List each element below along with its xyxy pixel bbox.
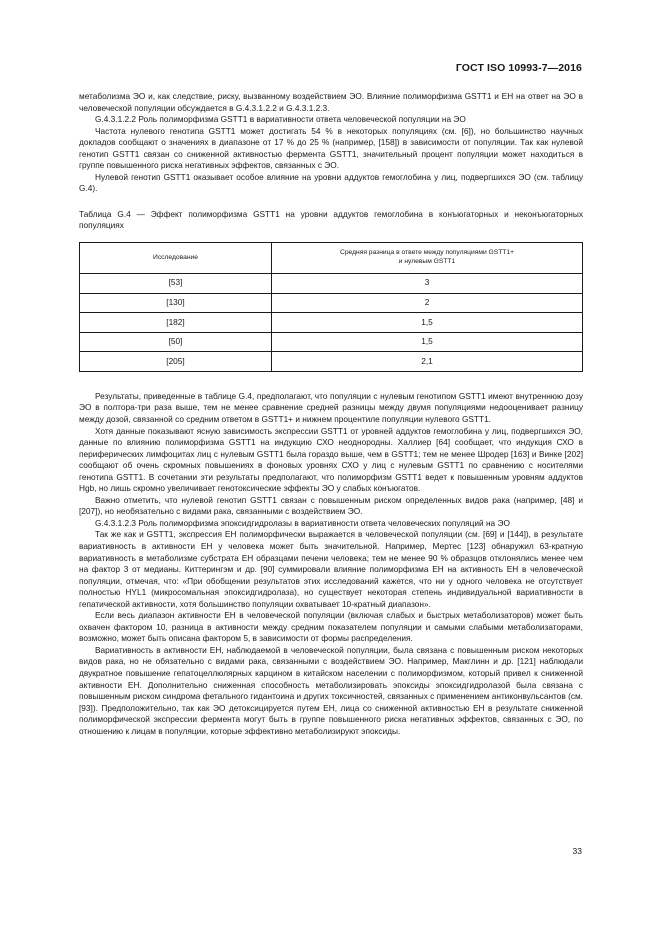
- paragraph: Важно отметить, что нулевой генотип GSTT1 связан с повышенным риском определенных видов рака (например, [48] и [207]), но необязательно с видами рака, связанными с воздействием ЭО.: [79, 494, 583, 517]
- table-row: [80, 273, 583, 293]
- cell-value: 2,1: [272, 352, 583, 372]
- cell-study: [53]: [80, 273, 272, 293]
- section-heading: G.4.3.1.2.3 Роль полиморфизма эпоксидгидролазы в вариативности ответа человеческих популяций на ЭО: [95, 517, 510, 528]
- cell-study: [205]: [80, 352, 272, 372]
- table-row: [80, 352, 583, 372]
- cell-study: [130]: [80, 293, 272, 313]
- paragraph: Частота нулевого генотипа GSTT1 может достигать 54 % в некоторых популяциях (см. [6]), но большинство научных докладов сообщают о значениях в диапазоне от 17 % до 25 % (например, [158]) в зависимости от популяции. Так как нулевой генотип GSTT1 связан со сниженной активностью фермента GSTT1, значительный процент популяции может находиться в группе повышенного риска негативных эффектов, связанных с ЭО.: [79, 125, 583, 171]
- paragraph: Вариативность в активности ЕН, наблюдаемой в человеческой популяции, была связана с повышенным риском некоторых видов рака, но не обязательно с видами рака, связанными с воздействием ЭО. Например, Макглинн и др. [121] наблюдали двукратное повышение гепатоцеллюлярных карцином в китайском населении с полиморфизмом, который привел к сниженной активности ЕН. Дополнительно сниженная способность метаболизировать эпоксиды эпоксидгидролазой была связана с повышенным риском синдрома фетального гидантоина и других токсичностей, связанных с применением антиконвульсантов (см. [93]). Предположительно, так как ЭО детоксицируется путем ЕН, лица со сниженной активностью ЕН в результате сниженной полиморфической экспрессии фермента могут быть в группе повышенного риска негативных эффектов, связанных с ЭО, по отношению к лицам в популяции, которые эффективно метаболизируют эпоксиды.: [79, 644, 583, 736]
- column-header-study: Исследование: [80, 242, 272, 273]
- paragraph: Нулевой генотип GSTT1 оказывает особое влияние на уровни аддуктов гемоглобина у лиц, подвергшихся ЭО (см. таблицу G.4).: [79, 171, 583, 194]
- table-header-row: [80, 242, 583, 273]
- table-caption: Таблица G.4 — Эффект полиморфизма GSTT1 на уровни аддуктов гемоглобина в конъюгаторных и неконъюгаторных популяциях: [79, 208, 583, 231]
- table-row: [80, 313, 583, 333]
- paragraph: Если весь диапазон активности ЕН в человеческой популяции (включая слабых и быстрых метаболизаторов) может быть охвачен фактором 10, разница в активности между средним показателем популяции и самыми слабыми метаболизаторами, возможно, может быть описана фактором 5, в зависимости от формы распределения.: [79, 610, 583, 644]
- cell-study: [182]: [80, 313, 272, 333]
- cell-value: 1,5: [272, 332, 583, 352]
- paragraph: метаболизма ЭО и, как следствие, риску, вызванному воздействием ЭО. Влияние полиморфизма GSTT1 и ЕН на ответ на ЭО в человеческой популяции обсуждается в G.4.3.1.2.2 и G.4.3.1.2.3.: [79, 91, 583, 113]
- document-code-header: ГОСТ ISO 10993-7—2016: [455, 62, 582, 74]
- table-row: [80, 332, 583, 352]
- cell-value: 2: [272, 293, 583, 313]
- page-number: 33: [572, 846, 582, 856]
- document-body: [79, 91, 583, 737]
- data-table: [79, 242, 583, 372]
- column-header-difference: [272, 242, 583, 273]
- section-heading: G.4.3.1.2.2 Роль полиморфизма GSTT1 в вариативности ответа человеческой популяции на ЭО: [95, 114, 466, 125]
- paragraph: Так же как и GSTT1, экспрессия ЕН полиморфически выражается в человеческой популяции (см. [69] и [144]), в результате вариативность в активности ЕН у человека может быть значительной. Например, Мертес [123] обнаружил 63-кратную вариативность в метаболизме субстрата ЕН образцами печени человека; тем не менее 90 % образцов отклонялись менее чем на фактор 3 от медианы. Киттерингэм и др. [90] суммировали влияние полиморфизма ЕН на активность ЕН в человеческой популяции, отмечая, что: «При обобщении результатов этих исследований кажется, что ни у одного человека не отсутствует полностью HYL1 (микросомальная эпоксидгидролаза), но существует некоторая степень индивидуальной вариативности в гепатической активности, хотя большинство популяции охватывает 10-кратный диапазон».: [79, 529, 583, 609]
- cell-value: 1,5: [272, 313, 583, 333]
- paragraph: Результаты, приведенные в таблице G.4, предполагают, что популяции с нулевым генотипом GSTT1 имеют внутреннюю дозу ЭО в полтора-три раза выше, тем не менее сравнение средней разницы между двумя популяциями недооценивает разницу между дозой, связанной со средним ответом в GSTT1+ и нижнем процентиле популяции нулевого GSTT1.: [79, 390, 583, 424]
- column-header-difference-line1: Средняя разница в ответе между популяциями GSTT1+: [339, 249, 514, 257]
- paragraph: Хотя данные показывают ясную зависимость экспрессии GSTT1 от уровней аддуктов гемоглобина у лиц, подвергшихся ЭО, данные по влиянию полиморфизма GSTT1 на индукцию СХО неоднородны. Халлиер [64] сообщает, что индукция СХО в периферических лимфоцитах лиц с нулевым GSTT1 была гораздо выше, чем в GSTT1; тем не менее Шродер [163] и Винке [202] сообщают об очень скромных повышениях в фоновых уровнях СХО у лиц с нулевым GSTT1 по сравнению с носителями генотипа GSTT1. В сочетании эти результаты предполагают, что полиморфизм GSTT1 ведет к повышенным уровням аддуктов Hgb, но лишь скромно увеличивает генотоксические эффекты ЭО у слабых конъюгатов.: [79, 425, 583, 494]
- column-header-difference-line2: и нулевым GSTT1: [398, 257, 456, 265]
- cell-study: [50]: [80, 332, 272, 352]
- cell-value: 3: [272, 273, 583, 293]
- table-row: [80, 293, 583, 313]
